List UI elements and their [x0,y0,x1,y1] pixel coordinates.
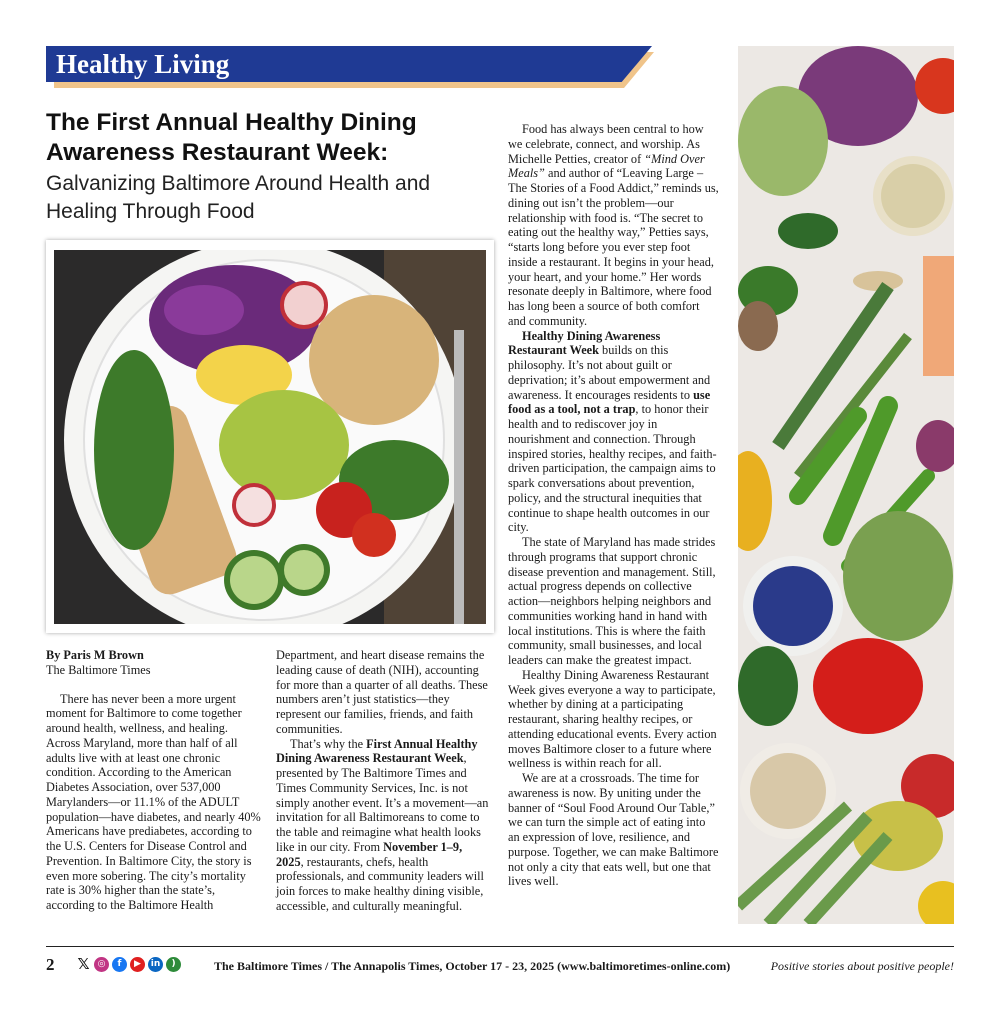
publication-line: The Baltimore Times / The Annapolis Times, October 17 - 23, 2025 (www.baltimoretimes-online.com) [214,959,731,973]
facebook-icon[interactable]: f [112,957,127,972]
page-footer [46,955,954,977]
paragraph [508,122,720,329]
paragraph: There has never been a more urgent moment for Baltimore to come together around health, wellness, and healing. Across Maryland, more than half of all adults live with at least one chronic condition. According to the American Diabetes Association, over 537,000 Marylanders—or 11.1% of the ADULT population—have diabetes, and nearly 40% Americans have prediabetes, according to the U.S. Centers for Disease Control and Prevention. In Baltimore City, the story is even more sobering. The city’s mortality rate is 30% higher than the state’s, according to the Baltimore Health [46,691,261,912]
text-run: builds on this philosophy. It’s not about guilt or deprivation; it’s about empowerment and awareness. It encourages residents to [508,343,711,402]
text-run: , to honor their health and to rediscover joy in nourishment and connection. Through inspired stories, healthy recipes, and faith-driven participation, the campaign aims to spark conversations about prevention, policy, and the structural inequities that continue to shape health outcomes in our city. [508,402,717,535]
vegetables-photo-strip [738,46,954,924]
section-banner [46,46,656,86]
paragraph: Healthy Dining Awareness Restaurant Week gives everyone a way to participate, whether by dining at a participating restaurant, sharing healthy recipes, or attending educational events. Every action moves Baltimore closer to a future where wellness is within reach for all. [508,667,717,771]
vegetables-illustration [738,46,954,924]
article-column-2 [276,648,492,914]
text-run: That’s why the [290,736,367,751]
instagram-icon[interactable]: ◎ [94,957,109,972]
food-bowl-illustration [54,250,486,624]
text-run: , restaurants, chefs, health professionals, and community leaders will join forces to make healthy dining visible, accessible, and culturally meaningful. [276,854,484,913]
page-number: 2 [46,955,55,974]
emphasis-text: use food as a tool, not a trap [508,387,711,417]
food-bowl-photo [46,240,494,633]
linkedin-icon[interactable]: in [148,957,163,972]
article-title: The First Annual Healthy Dining Awareness Restaurant Week: [46,109,417,166]
article-subtitle: Galvanizing Baltimore Around Health and Healing Through Food [46,172,431,223]
paragraph: We are at a crossroads. The time for awareness is now. By uniting under the banner of “Soul Food Around Our Table,” we can turn the simple act of eating into an expression of love, resilience, and purpose. Together, we can make Baltimore not only a city that eats well, but one that lives well. [508,771,719,889]
footer-tagline: Positive stories about positive people! [770,959,954,973]
footer-rule [46,946,954,947]
text-run: , presented by The Baltimore Times and Times Community Services, Inc. is not simply another event. It’s a movement—an invitation for all Baltimoreans to come to the table and reimagine what health looks like in our city. From [276,751,489,854]
x-icon[interactable]: 𝕏 [77,955,90,973]
section-title: Healthy Living [56,49,230,79]
paragraph: The state of Maryland has made strides through programs that support chronic disease prevention and management. Still, actual progress depends on collective action—neighbors helping neighbors and communities working hand in hand with local institutions. This is where the faith community, small businesses, and local leaders can make the greatest impact. [508,535,716,667]
headline-block [46,108,486,226]
article-column-3 [508,122,720,889]
text-run: Food has always been central to how we celebrate, connect, and worship. As Michelle Petties, creator of [508,122,704,166]
author-organization: The Baltimore Times [46,662,151,677]
event-name: Healthy Dining Awareness Restaurant Week [508,328,661,358]
paragraph: Department, and heart disease remains the leading cause of death (NIH), accounting for more than a quarter of all deaths. These numbers aren’t just statistics—they represent our families, friends, and faith communities. [276,648,488,736]
rss-icon[interactable]: ) [166,957,181,972]
social-icons [76,957,181,972]
paragraph [276,737,492,914]
article-column-1 [46,648,264,913]
event-name: First Annual Healthy Dining Awareness Restaurant Week [276,736,478,766]
book-title: “Mind Over Meals” [508,151,705,181]
text-run: and author of “Leaving Large – The Stories of a Food Addict,” reminds us, dining out isn’t the problem—our relationship with food is. “The secret to eating out the healthy way,” Petties says, “starts long before you ever step foot inside a restaurant. It begins in your head, your heart, and your home.” Her words resonate deeply in Baltimore, where food has long been a source of both comfort and community. [508,166,719,328]
author-byline: By Paris M Brown [46,648,144,662]
youtube-icon[interactable]: ▶ [130,957,145,972]
paragraph [508,329,720,536]
event-dates: November 1–9, 2025 [276,839,463,869]
